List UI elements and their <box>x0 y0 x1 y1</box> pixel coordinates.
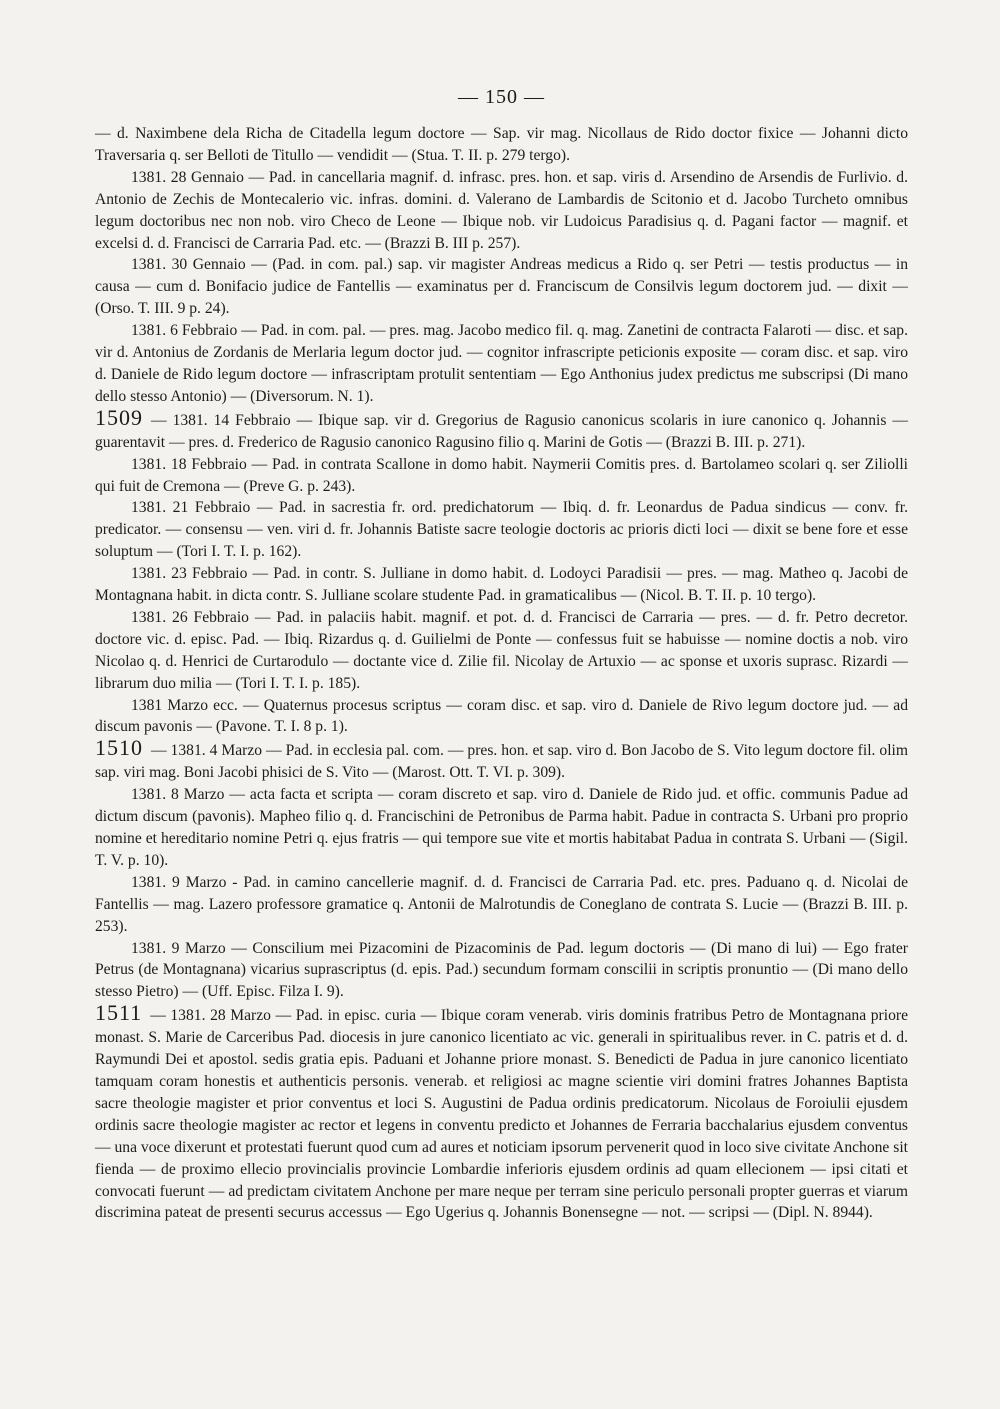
paragraph: — d. Naximbene dela Richa de Citadella legum doctore — Sap. vir mag. Nicollaus de Rido doctor fixice — Johanni dicto Traversaria q. ser Belloti de Titullo — vendidit — (Stua. T. II. p. 279 tergo). <box>95 125 908 164</box>
paragraph: 1381. 21 Febbraio — Pad. in sacrestia fr. ord. predichatorum — Ibiq. d. fr. Leonardus de Padua sindicus — conv. fr. predicator. — consensu — ven. viri d. fr. Johannis Batiste sacre teologie doctoris ac prioris dicti loci — dixit se bene fore et esse soluptum — (Tori I. T. I. p. 162). <box>95 499 908 561</box>
page-number: — 150 — <box>458 86 545 108</box>
paragraph: 1381. 8 Marzo — acta facta et scripta — coram discreto et sap. viro d. Daniele de Rido jud. et offic. communis Padue ad dictum discum (pavonis). Mapheo filio q. d. Francischini de Petronibus de Parma habit. Padue in contracta S. Urbani pro proprio nomine et hereditario nomine Petri q. ejus fratris — qui tempore sue vite et mortis habitabat Padua in contrata S. Urbani — (Sigil. T. V. p. 10). <box>95 786 908 869</box>
paragraph: 1381. 18 Febbraio — Pad. in contrata Scallone in domo habit. Naymerii Comitis pres. d. Bartolameo scolari q. ser Ziliolli qui fuit de Cremona — (Preve G. p. 243). <box>95 455 908 495</box>
document-entry-1510 <box>95 735 908 784</box>
paragraph: 1381. 9 Marzo — Conscilium mei Pizacomini de Pizacominis de Pad. legum doctoris — (Di mano di lui) — Ego frater Petrus (de Montagnana) vicarius suprascriptus (d. epis. Pad.) secundum formam conscilii in scriptis pronuntio — (Di mano dello stesso Pietro) — (Uff. Episc. Filza I. 9). <box>95 939 908 1001</box>
paragraph: 1381. 23 Febbraio — Pad. in contr. S. Julliane in domo habit. d. Lodoyci Paradisii — pres. — mag. Matheo q. Jacobi de Montagnana habit. in dicta contr. S. Julliane scolare studente Pad. in gramaticalibus — (Nicol. B. T. II. p. 10 tergo). <box>95 565 908 605</box>
document-number: 1510 <box>95 735 143 761</box>
document-entry-1511 <box>95 1000 908 1224</box>
paragraph: 1381. 6 Febbraio — Pad. in com. pal. — pres. mag. Jacobo medico fil. q. mag. Zanetini de contracta Falaroti — disc. et sap. vir d. Antonius de Zordanis de Merlaria legum doctor jud. — cognitor infrascripte peticionis exposite — coram disc. et sap. viro d. Daniele de Rido legum doctore — infrascriptam protulit sententiam — Ego Anthonius judex predictus me subscripsi (Di mano dello stesso Antonio) — (Diversorum. N. 1). <box>95 322 908 405</box>
document-number: 1511 <box>95 1000 143 1026</box>
paragraph-text: — 1381. 28 Marzo — Pad. in episc. curia — Ibique coram venerab. viris dominis fratribus Petro de Montagnana priore monast. S. Marie de Carceribus Pad. diocesis in jure canonico licentiato ac vic. generali in spiritualibus rever. in C. patris et d. d. Raymundi Dei et apostol. sedis gratia epis. Paduani et Johanne priore monast. S. Benedicti de Padua in jure canonico licentiato tamquam coram honestis et authenticis personis. venerab. et religiosi ac magne scientie viri domini fratres Johannes Baptista sacre theologie magister et prior conventus et loci S. Augustini de Padua ordinis predicatorum. Nicolaus de Foroiulii ejusdem ordinis sacre theologie magister ac rector et legens in conventu predicto et Johannes de Ferraria bacchalarius ejusdem conventus — una voce dixerunt et protestati fuerunt quod cum ad aures et noticiam ipsorum pervenerit quod in loco sive civitate Anchone sit fienda — de proximo ellecio provincialis provincie Lombardie inferioris ejusdem ordinis ad quam ellecionem — ipsi citati et convocati fuerunt — ad predictam civitatem Anchone per mare neque per terram sine periculo personali propter guerras et viarum discrimina pateat de presenti securus accessus — Ego Ugerius q. Johannis Bonensegne — not. — scripsi — (Dipl. N. 8944). <box>95 1007 908 1222</box>
document-entry-1509 <box>95 404 908 454</box>
paragraph-text: — 1381. 4 Marzo — Pad. in ecclesia pal. com. — pres. hon. et sap. viro d. Bon Jacobo de S. Vito legum doctore fil. olim sap. viri mag. Boni Jacobi phisici de S. Vito — (Marost. Ott. T. VI. p. 309). <box>95 742 908 782</box>
document-number: 1509 <box>95 404 143 430</box>
paragraph: 1381. 28 Gennaio — Pad. in cancellaria magnif. d. infrasc. pres. hon. et sap. viris d. Arsendino de Arsendis de Furlivio. d. Antonio de Zechis de Montecalerio vic. infras. domini. d. Valerano de Lambardis de Scitonio et d. Jacobo Turcheto omnibus legum doctoribus nec non nob. viro Checo de Leone — Ibique nob. vir Ludoicus Paradisius q. d. Pagani factor — magnif. et excelsi d. d. Francisci de Carraria Pad. etc. — (Brazzi B. III p. 257). <box>95 168 908 252</box>
paragraph: 1381. 26 Febbraio — Pad. in palaciis habit. magnif. et pot. d. d. Francisci de Carraria — pres. — d. fr. Petro decretor. doctore vic. d. episc. Pad. — Ibiq. Rizardus q. d. Guilielmi de Ponte — confessus fuit se habuisse — nomine doctis a nob. viro Nicolao q. d. Henrici de Curtarodulo — doctante vice d. Zilie fil. Nicolay de Artuxio — ac sponse et uxoris suprasc. Rizardi — librarum duo milia — (Tori I. T. I. p. 185). <box>95 608 908 692</box>
document-body <box>95 123 908 1224</box>
paragraph: 1381 Marzo ecc. — Quaternus procesus scriptus — coram disc. et sap. viro d. Daniele de Rivo legum doctore jud. — ad discum pavonis — (Pavone. T. I. 8 p. 1). <box>95 696 908 736</box>
paragraph-text: — 1381. 14 Febbraio — Ibique sap. vir d. Gregorius de Ragusio canonicus scolaris in iure canonico q. Johannis — guarentavit — pres. d. Frederico de Ragusio canonico Ragusino filio q. Marini de Gotis — (Brazzi B. III. p. 271). <box>95 411 908 451</box>
paragraph: 1381. 9 Marzo - Pad. in camino cancellerie magnif. d. d. Francisci de Carraria Pad. etc. pres. Paduano q. d. Nicolai de Fantellis — mag. Lazero professore gramatice q. Antonii de Malrotundis de Coneglano de contrata S. Lucie — (Brazzi B. III. p. 253). <box>95 873 908 935</box>
paragraph: 1381. 30 Gennaio — (Pad. in com. pal.) sap. vir magister Andreas medicus a Rido q. ser Petri — testis productus — in causa — cum d. Bonifacio judice de Fantellis — examinatus per d. Franciscum de Consilvis legum doctorem jud. — dixit — (Orso. T. III. 9 p. 24). <box>95 256 908 318</box>
